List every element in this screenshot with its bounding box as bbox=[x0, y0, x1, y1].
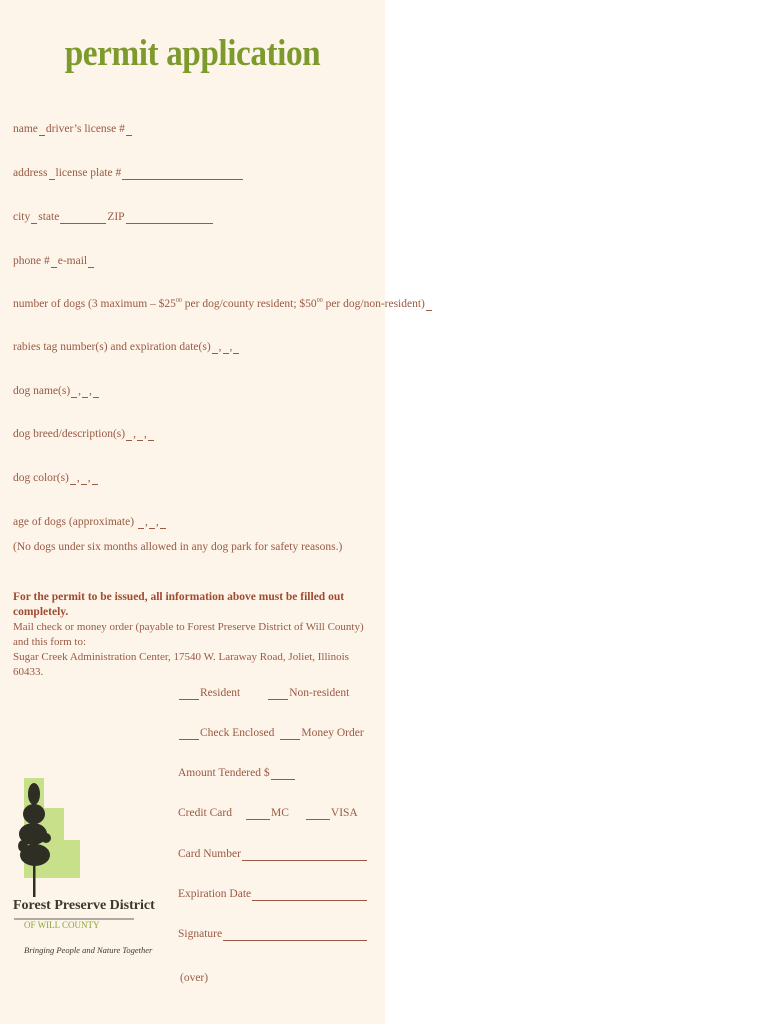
row-rabies: rabies tag number(s) and expiration date(s) , , bbox=[13, 340, 367, 354]
drivers-license-label: driver’s license # bbox=[45, 123, 125, 135]
non-resident-label: Non-resident bbox=[289, 687, 350, 699]
signature-field[interactable] bbox=[223, 930, 367, 941]
age-note: (No dogs under six months allowed in any dog park for safety reasons.) bbox=[13, 541, 343, 553]
phone-label: phone # bbox=[13, 255, 50, 267]
row-dog-names: dog name(s) , , bbox=[13, 384, 371, 398]
non-resident-checkbox[interactable] bbox=[268, 689, 288, 700]
mc-checkbox[interactable] bbox=[246, 809, 270, 820]
dog-color-field-2[interactable] bbox=[81, 474, 87, 485]
payment-type-options bbox=[178, 726, 373, 740]
state-label: state bbox=[38, 211, 60, 223]
over-note: (over) bbox=[180, 972, 209, 984]
rabies-field-2[interactable] bbox=[223, 343, 229, 354]
row-city-state-zip bbox=[13, 210, 371, 224]
rabies-field-1[interactable] bbox=[212, 343, 218, 354]
amount-tendered-row bbox=[178, 766, 373, 780]
visa-label: VISA bbox=[330, 807, 358, 819]
expiration-date-field[interactable] bbox=[252, 890, 367, 901]
signature-label: Signature bbox=[178, 928, 223, 940]
check-enclosed-checkbox[interactable] bbox=[179, 729, 199, 740]
dog-name-field-1[interactable] bbox=[71, 387, 77, 398]
mailing-instructions bbox=[13, 590, 373, 680]
row-dog-age: age of dogs (approximate) , , bbox=[13, 515, 368, 529]
dog-name-field-3[interactable] bbox=[93, 387, 99, 398]
email-label: e-mail bbox=[57, 255, 88, 267]
mc-label: MC bbox=[270, 807, 289, 819]
amount-tendered-label: Amount Tendered $ bbox=[178, 767, 270, 779]
dog-breed-field-1[interactable] bbox=[126, 430, 132, 441]
page-title: permit application bbox=[64, 33, 321, 74]
dog-age-field-1[interactable] bbox=[138, 518, 144, 529]
drivers-license-field[interactable] bbox=[126, 125, 132, 136]
rabies-field-3[interactable] bbox=[233, 343, 239, 354]
city-label: city bbox=[13, 211, 31, 223]
dog-breed-field-3[interactable] bbox=[148, 430, 154, 441]
row-address-plate bbox=[13, 166, 371, 180]
row-phone-email bbox=[13, 254, 371, 268]
amount-tendered-field[interactable] bbox=[271, 769, 295, 780]
resident-checkbox[interactable] bbox=[179, 689, 199, 700]
check-enclosed-label: Check Enclosed bbox=[200, 727, 275, 739]
credit-card-label: Credit Card bbox=[178, 807, 232, 819]
row-number-of-dogs bbox=[13, 297, 425, 311]
dog-breed-label: dog breed/description(s) bbox=[13, 428, 126, 440]
row-dog-color: dog color(s) , , bbox=[13, 471, 368, 485]
dog-age-field-3[interactable] bbox=[160, 518, 166, 529]
address-label: address bbox=[13, 167, 48, 179]
dog-color-field-3[interactable] bbox=[92, 474, 98, 485]
credit-card-row bbox=[178, 806, 373, 820]
residency-options bbox=[178, 686, 373, 700]
license-plate-label: license plate # bbox=[55, 167, 122, 179]
visa-checkbox[interactable] bbox=[306, 809, 330, 820]
expiration-date-row bbox=[178, 887, 368, 901]
city-field[interactable] bbox=[31, 213, 37, 224]
logo-tagline: Bringing People and Nature Together bbox=[24, 945, 153, 955]
dog-names-label: dog name(s) bbox=[13, 385, 71, 397]
dog-color-field-1[interactable] bbox=[70, 474, 76, 485]
number-of-dogs-label: number of dogs (3 maximum – $\$25^{00}$ per dog/county resident; $\$50^{00}$ per dog/non-resident) bbox=[13, 298, 425, 310]
card-number-field[interactable] bbox=[242, 850, 367, 861]
address-field[interactable] bbox=[49, 169, 55, 180]
state-field[interactable] bbox=[60, 213, 106, 224]
logo-subtitle: OF WILL COUNTY bbox=[24, 920, 100, 930]
dog-breed-field-2[interactable] bbox=[137, 430, 143, 441]
money-order-label: Money Order bbox=[301, 727, 364, 739]
card-number-row bbox=[178, 847, 368, 861]
dog-color-label: dog color(s) bbox=[13, 472, 69, 484]
forest-preserve-logo bbox=[12, 778, 142, 968]
dog-age-field-2[interactable] bbox=[149, 518, 155, 529]
rabies-label: rabies tag number(s) and expiration date(s) bbox=[13, 341, 211, 353]
zip-label: ZIP bbox=[107, 211, 125, 223]
signature-row bbox=[178, 927, 368, 941]
card-number-label: Card Number bbox=[178, 848, 241, 860]
logo-name: Forest Preserve District bbox=[13, 898, 155, 913]
pine-tree-icon bbox=[18, 783, 51, 897]
mail-instruction: Mail check or money order (payable to Forest Preserve District of Will County) and this form to: bbox=[13, 621, 364, 648]
dog-name-field-2[interactable] bbox=[82, 387, 88, 398]
name-field[interactable] bbox=[39, 125, 45, 136]
resident-label: Resident bbox=[200, 687, 241, 699]
license-plate-field[interactable] bbox=[122, 169, 243, 180]
dog-age-label: age of dogs (approximate) bbox=[13, 516, 135, 528]
row-name-license bbox=[13, 122, 371, 136]
email-field[interactable] bbox=[88, 257, 94, 268]
phone-field[interactable] bbox=[51, 257, 57, 268]
row-dog-breed: dog breed/description(s) , , bbox=[13, 427, 371, 441]
number-of-dogs-field[interactable] bbox=[426, 300, 432, 311]
money-order-checkbox[interactable] bbox=[280, 729, 300, 740]
required-notice: For the permit to be issued, all information above must be filled out completely. bbox=[13, 591, 345, 618]
expiration-date-label: Expiration Date bbox=[178, 888, 252, 900]
name-label: name bbox=[13, 123, 38, 135]
zip-field[interactable] bbox=[126, 213, 213, 224]
mail-address: Sugar Creek Administration Center, 17540 W. Laraway Road, Joliet, Illinois 60433. bbox=[13, 651, 349, 678]
